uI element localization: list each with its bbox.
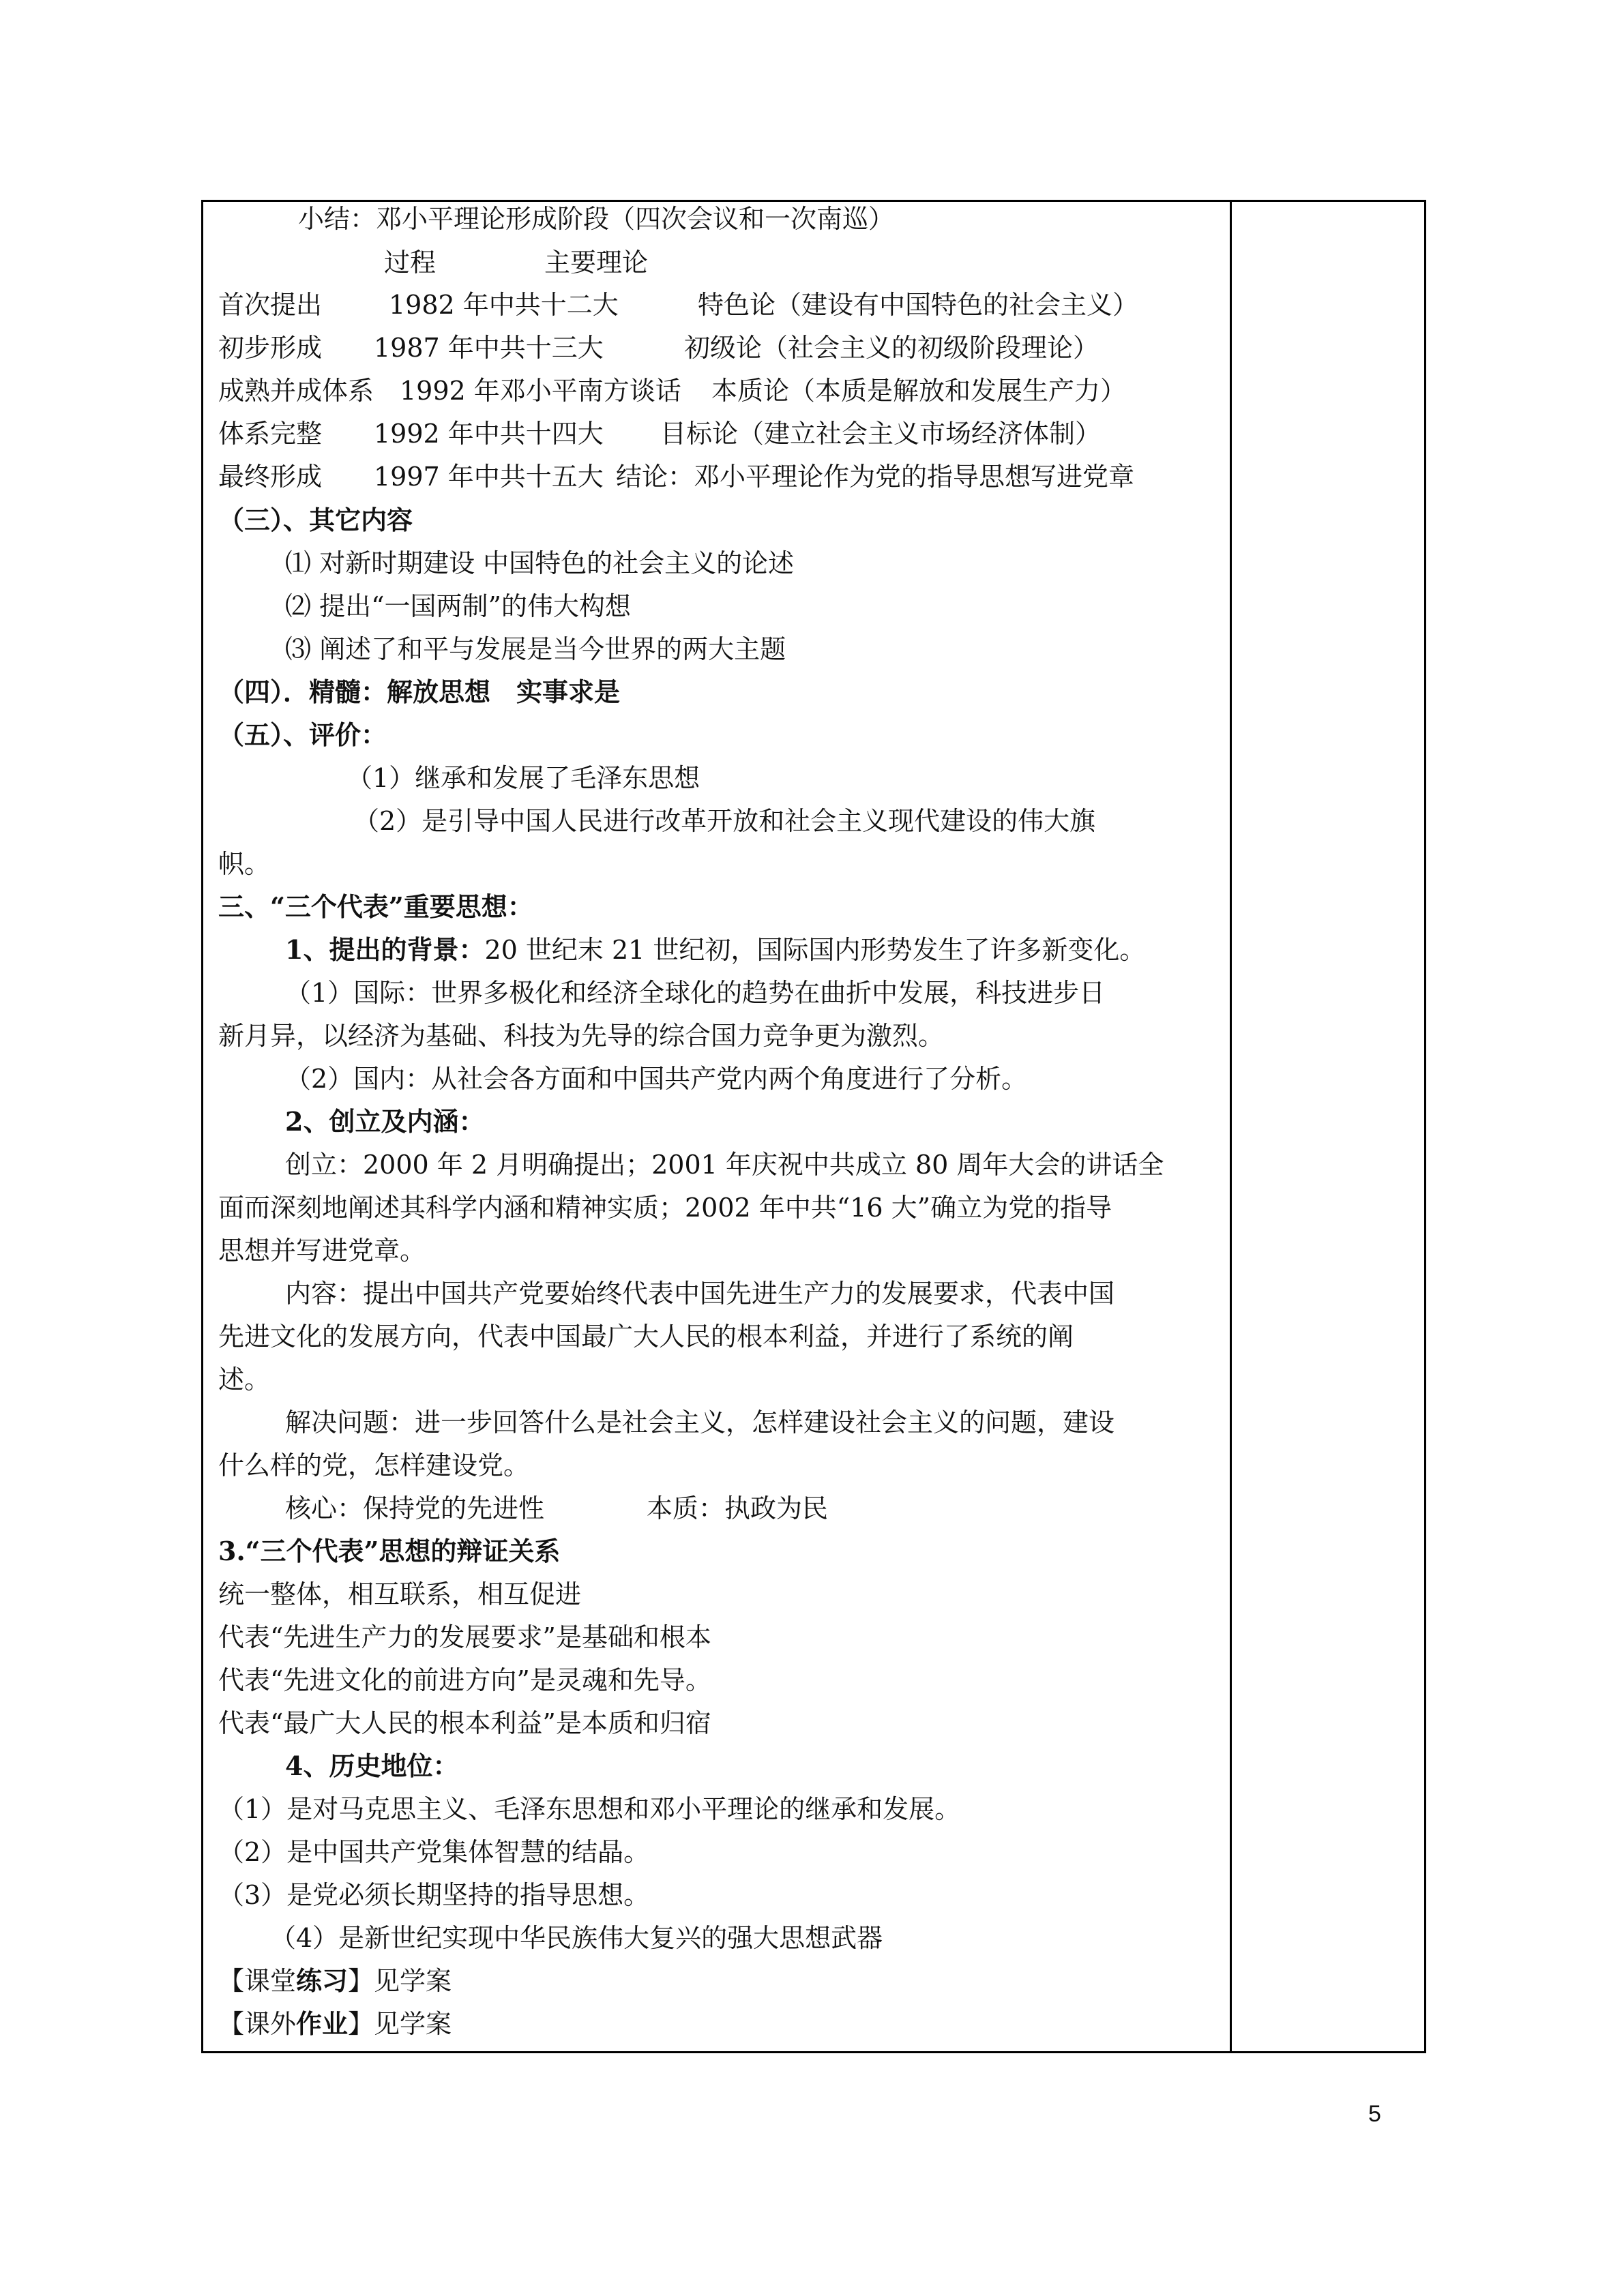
- summary-row-event: 1992 年中共十四大: [374, 419, 604, 449]
- summary-row-stage: 初步形成: [218, 333, 323, 363]
- paragraph-line: 思想并写进党章。: [218, 1236, 426, 1266]
- summary-row-event: 1982 年中共十二大: [389, 290, 619, 320]
- paragraph-line: 面而深刻地阐述其科学内涵和精神实质；2002 年中共“16 大”确立为党的指导: [218, 1193, 1112, 1223]
- list-item: （2）是中国共产党集体智慧的结晶。: [218, 1837, 650, 1867]
- summary-col-process: 过程: [384, 248, 437, 278]
- essence-text: 本质：执政为民: [647, 1493, 829, 1523]
- paragraph-line: 解决问题：进一步回答什么是社会主义，怎样建设社会主义的问题，建设: [285, 1407, 1115, 1437]
- paragraph-line: 先进文化的发展方向，代表中国最广大人民的根本利益，并进行了系统的阐: [218, 1322, 1074, 1352]
- summary-row-stage: 首次提出: [218, 290, 323, 320]
- paragraph-line: 内容：提出中国共产党要始终代表中国先进生产力的发展要求，代表中国: [285, 1279, 1115, 1309]
- list-item: ⑴ 对新时期建设 中国特色的社会主义的论述: [285, 548, 795, 578]
- exercise-rest: 】见学案: [348, 1966, 452, 1996]
- summary-row-stage: 最终形成: [218, 462, 323, 492]
- homework: [218, 2008, 452, 2040]
- summary-row-event: 1997 年中共十五大: [374, 462, 604, 492]
- summary-row-theory: 目标论（建立社会主义市场经济体制）: [660, 419, 1102, 449]
- section-heading: （三）、其它内容: [218, 505, 413, 535]
- table-column-divider: [1230, 200, 1232, 2053]
- background-line: [285, 934, 1145, 966]
- summary-row-event: 1987 年中共十三大: [374, 333, 604, 363]
- list-item: 代表“先进文化的前进方向”是灵魂和先导。: [218, 1665, 711, 1695]
- summary-row-event: 1992 年邓小平南方谈话: [400, 376, 681, 406]
- summary-title: 小结：邓小平理论形成阶段（四次会议和一次南巡）: [298, 204, 895, 234]
- paragraph-line: （2）国内：从社会各方面和中国共产党内两个角度进行了分析。: [285, 1064, 1028, 1094]
- summary-row-stage: 体系完整: [218, 419, 323, 449]
- summary-row-stage: 成熟并成体系: [218, 376, 374, 406]
- summary-col-theory: 主要理论: [544, 248, 649, 278]
- exercise-label: 练习: [296, 1965, 349, 1996]
- section-heading: （五）、评价：: [218, 719, 387, 750]
- page-number: 5: [1368, 2101, 1381, 2127]
- paragraph-line: 述。: [218, 1365, 271, 1395]
- paragraph-line: 新月异，以经济为基础、科技为先导的综合国力竞争更为激烈。: [218, 1021, 945, 1051]
- core-text: 核心：保持党的先进性: [285, 1493, 545, 1523]
- paragraph-line: 什么样的党，怎样建设党。: [218, 1450, 530, 1480]
- list-item: ⑵ 提出“一国两制”的伟大构想: [285, 591, 631, 621]
- summary-row-theory: 结论：邓小平理论作为党的指导思想写进党章: [616, 462, 1135, 492]
- exercise-prefix: 【课堂: [218, 1966, 297, 1996]
- paragraph-line: 创立：2000 年 2 月明确提出；2001 年庆祝中共成立 80 周年大会的讲话全: [285, 1150, 1164, 1180]
- list-item: 代表“最广大人民的根本利益”是本质和归宿: [218, 1708, 711, 1738]
- subsection-heading: 4、历史地位：: [285, 1750, 459, 1781]
- list-item: （1）继承和发展了毛泽东思想: [346, 763, 700, 793]
- summary-row-theory: 初级论（社会主义的初级阶段理论）: [684, 333, 1099, 363]
- part-heading: 三、“三个代表”重要思想：: [218, 891, 533, 922]
- subsection-heading: 2、创立及内涵：: [285, 1106, 485, 1137]
- list-item: （3）是党必须长期坚持的指导思想。: [218, 1880, 650, 1910]
- subsection-heading: 3.“三个代表”思想的辩证关系: [218, 1536, 561, 1566]
- list-item-continuation: 帜。: [218, 849, 271, 879]
- list-item: （4）是新世纪实现中华民族伟大复兴的强大思想武器: [270, 1923, 883, 1953]
- list-item: （2）是引导中国人民进行改革开放和社会主义现代建设的伟大旗: [353, 806, 1096, 836]
- paragraph-line: （1）国际：世界多极化和经济全球化的趋势在曲折中发展，科技进步日: [285, 978, 1106, 1008]
- section-heading: （四）．精髓：解放思想 实事求是: [218, 676, 621, 707]
- summary-row-theory: 特色论（建设有中国特色的社会主义）: [698, 290, 1139, 320]
- homework-prefix: 【课外: [218, 2009, 297, 2039]
- list-item: （1）是对马克思主义、毛泽东思想和邓小平理论的继承和发展。: [218, 1794, 961, 1824]
- background-label: 1、提出的背景：: [285, 934, 485, 965]
- homework-label: 作业: [296, 2008, 349, 2039]
- classroom-exercise: [218, 1965, 452, 1997]
- list-item: ⑶ 阐述了和平与发展是当今世界的两大主题: [285, 634, 786, 664]
- homework-rest: 】见学案: [348, 2009, 452, 2039]
- summary-row-theory: 本质论（本质是解放和发展生产力）: [711, 376, 1127, 406]
- list-item: 统一整体，相互联系，相互促进: [218, 1579, 582, 1609]
- list-item: 代表“先进生产力的发展要求”是基础和根本: [218, 1622, 711, 1652]
- background-text: 20 世纪末 21 世纪初，国际国内形势发生了许多新变化。: [484, 935, 1146, 965]
